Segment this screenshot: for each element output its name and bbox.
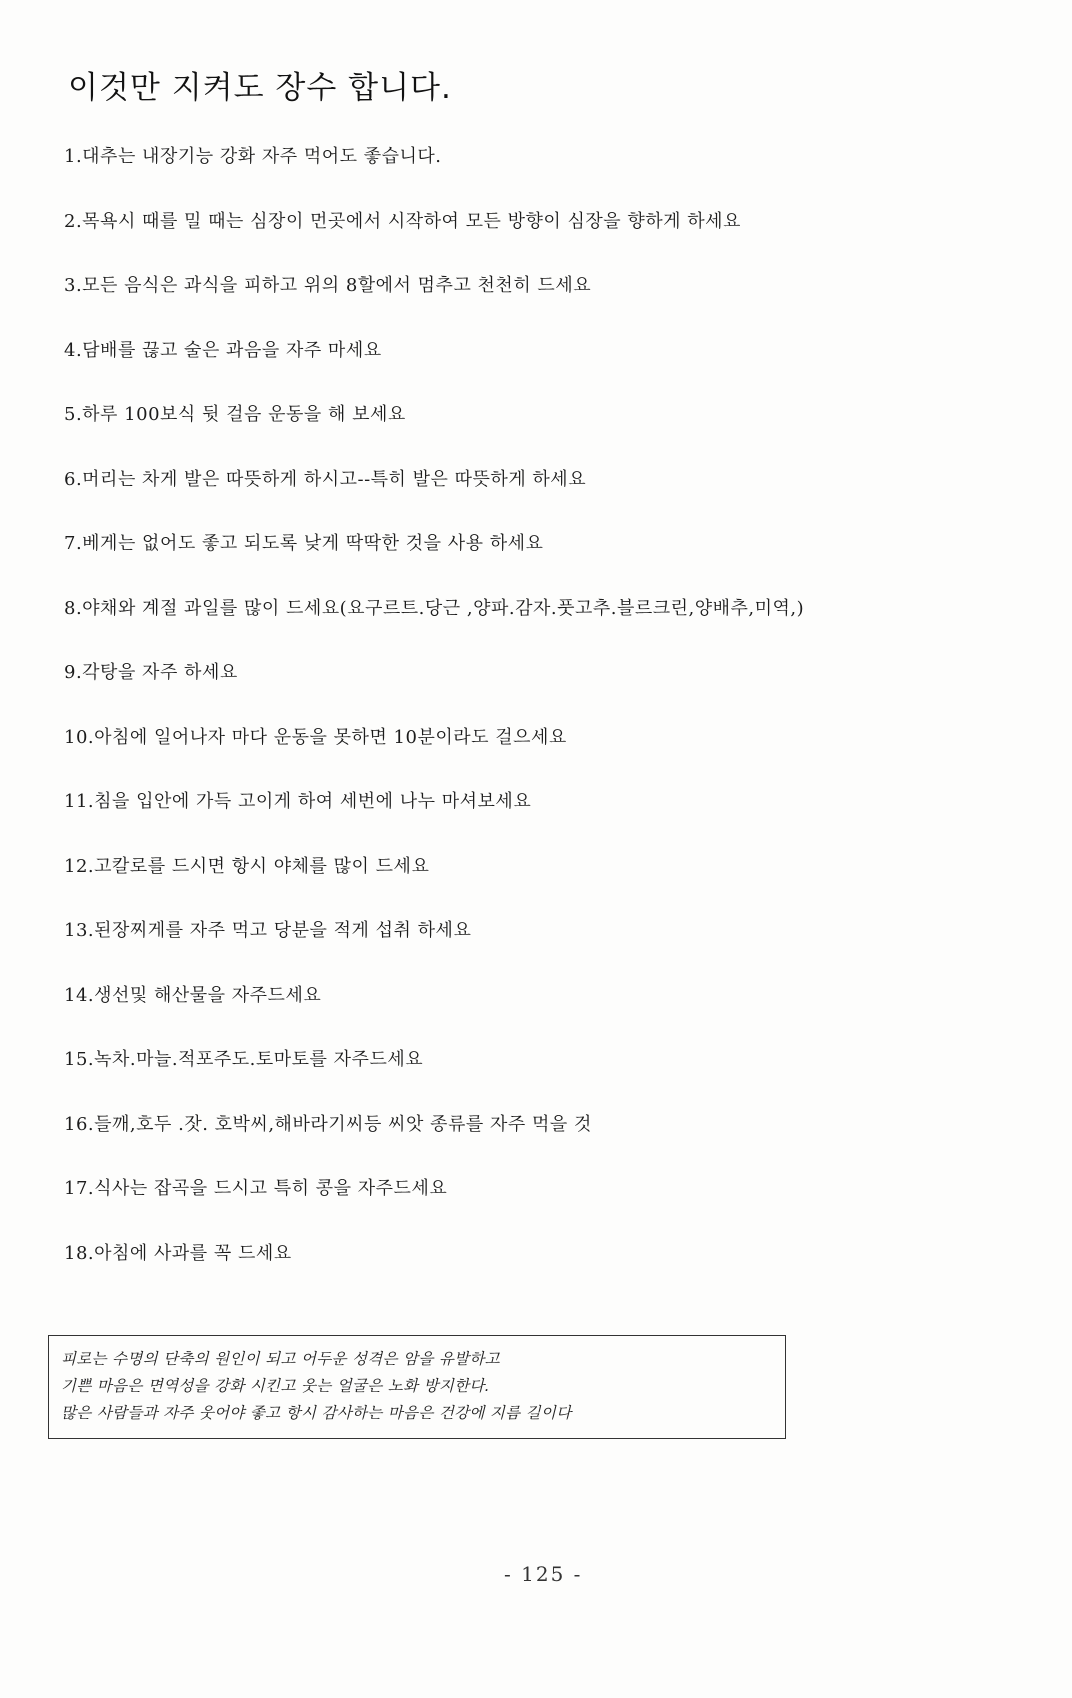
list-item: 15.녹차.마늘.적포주도.토마토를 자주드세요	[64, 1049, 424, 1070]
note-line: 피로는 수명의 단축의 원인이 되고 어두운 성격은 암을 유발하고	[61, 1350, 500, 1368]
list-item: 16.들깨,호두 .잣. 호박씨,해바라기씨등 씨앗 종류를 자주 먹을 것	[64, 1113, 592, 1135]
list-item: 9.각탕을 자주 하세요	[64, 662, 238, 683]
list-item: 2.목욕시 때를 밀 때는 심장이 먼곳에서 시작하여 모든 방향이 심장을 향하게 하세요	[64, 210, 741, 232]
list-item: 11.침을 입안에 가득 고이게 하여 세번에 나누 마셔보세요	[64, 791, 532, 812]
list-item: 10.아침에 일어나자 마다 운동을 못하면 10분이라도 걸으세요	[64, 726, 567, 748]
list-item: 18.아침에 사과를 꼭 드세요	[64, 1242, 292, 1264]
page-title: 이것만 지켜도 장수 합니다.	[68, 70, 452, 106]
list-item: 13.된장찌게를 자주 먹고 당분을 적게 섭취 하세요	[64, 920, 472, 941]
list-item: 5.하루 100보식 뒷 걸음 운동을 해 보세요	[64, 404, 406, 425]
list-item: 14.생선및 해산물을 자주드세요	[64, 984, 322, 1006]
list-item: 6.머리는 차게 발은 따뜻하게 하시고--특히 발은 따뜻하게 하세요	[64, 468, 587, 490]
list-item: 8.야채와 계절 과일를 많이 드세요(요구르트.당근 ,양파.감자.풋고추.블르크린,양배추,미역,)	[64, 597, 805, 619]
list-item: 4.담배를 끊고 술은 과음을 자주 마세요	[64, 339, 382, 361]
list-item: 12.고칼로를 드시면 항시 야체를 많이 드세요	[64, 855, 430, 877]
list-item: 3.모든 음식은 과식을 피하고 위의 8할에서 멈추고 천천히 드세요	[64, 275, 592, 296]
list-item: 17.식사는 잡곡을 드시고 특히 콩을 자주드세요	[64, 1178, 448, 1199]
note-line: 많은 사람들과 자주 웃어야 좋고 항시 감사하는 마음은 건강에 지름 길이다	[61, 1404, 572, 1422]
health-tips-list	[64, 140, 1024, 1301]
note-line: 기쁜 마음은 면역성을 강화 시킨고 웃는 얼굴은 노화 방지한다.	[61, 1377, 490, 1395]
page-number: - 125 -	[504, 1562, 583, 1586]
list-item: 7.베게는 없어도 좋고 되도록 낮게 딱딱한 것을 사용 하세요	[64, 533, 544, 554]
handwritten-note-box	[48, 1335, 786, 1439]
list-item: 1.대추는 내장기능 강화 자주 먹어도 좋습니다.	[64, 146, 442, 167]
